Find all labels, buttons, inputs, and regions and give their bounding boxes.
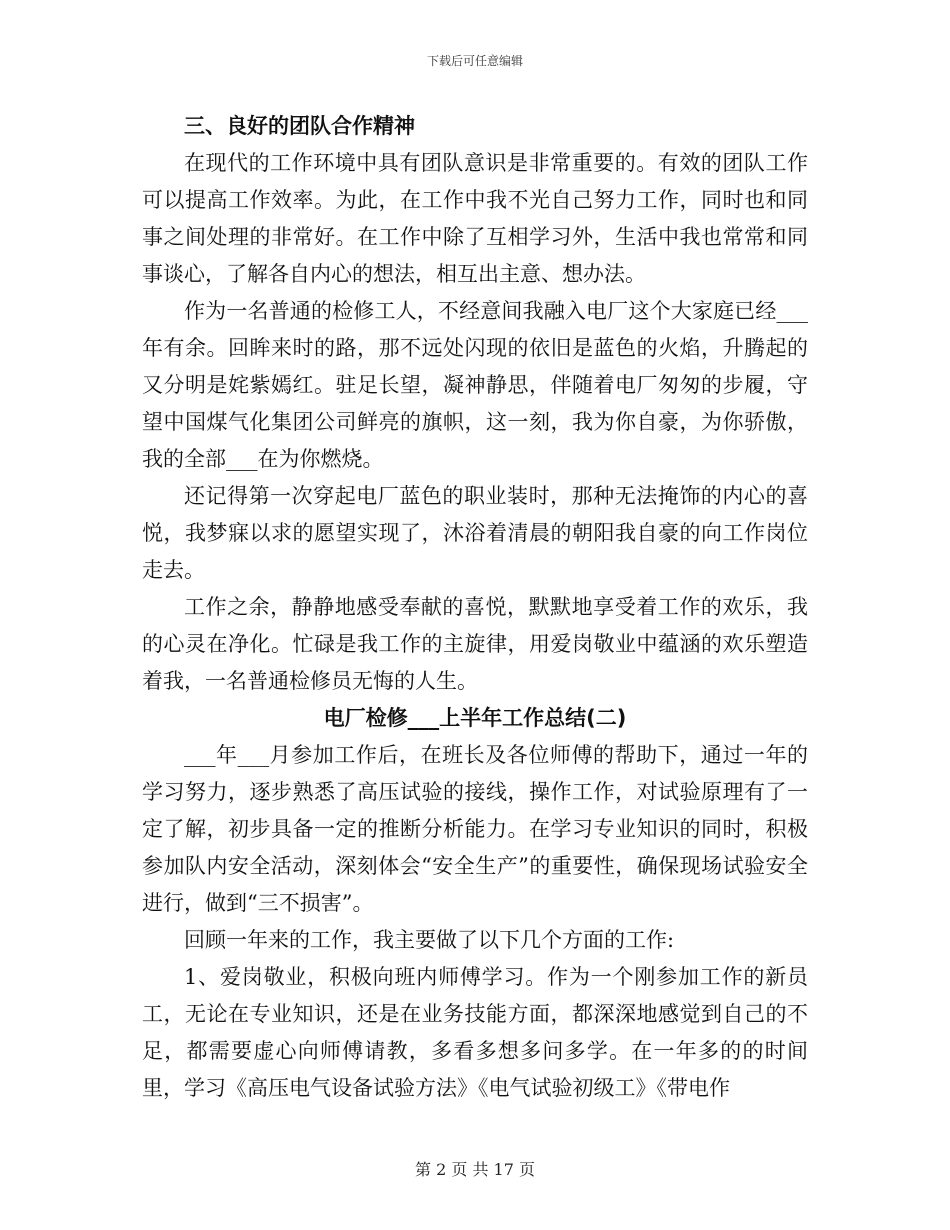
page-indicator: 第 2 页 共 17 页: [415, 1160, 535, 1179]
paragraph: 作为一名普通的检修工人，不经意间我融入电厂这个大家庭已经___年有余。回眸来时的路，那不远处闪现的依旧是蓝色的火焰，升腾起的又分明是姹紫嫣红。驻足长望，凝神静思，伴随着电厂匆匆的步履，守望中国煤气化集团公司鲜亮的旗帜，这一刻，我为你自豪，为你骄傲，我的全部___在为你燃烧。: [142, 299, 808, 471]
paragraph: 1、爱岗敬业，积极向班内师傅学习。作为一个刚参加工作的新员工，无论在专业知识，还是在业务技能方面，都深深地感觉到自己的不足，都需要虚心向师傅请教，多看多想多问多学。在一年多的的时间里，学习《高压电气设备试验方法》《电气试验初级工》《带电作: [142, 965, 808, 1100]
section-heading: 三、良好的团队合作精神: [184, 114, 415, 138]
paragraph: 还记得第一次穿起电厂蓝色的职业装时，那种无法掩饰的内心的喜悦，我梦寐以求的愿望实现了，沐浴着清晨的朝阳我自豪的向工作岗位走去。: [142, 484, 808, 582]
paragraph: 回顾一年来的工作，我主要做了以下几个方面的工作:: [184, 928, 675, 952]
article-title: 电厂检修___上半年工作总结(二): [323, 706, 627, 730]
paragraph: 在现代的工作环境中具有团队意识是非常重要的。有效的团队工作可以提高工作效率。为此，在工作中我不光自己努力工作，同时也和同事之间处理的非常好。在工作中除了互相学习外，生活中我也常常和同事谈心，了解各自内心的想法，相互出主意、想办法。: [142, 151, 808, 286]
paragraph: ___年___月参加工作后，在班长及各位师傅的帮助下，通过一年的学习努力，逐步熟悉了高压试验的接线，操作工作，对试验原理有了一定了解，初步具备一定的推断分析能力。在学习专业知识的同时，积极参加队内安全活动，深刻体会“安全生产”的重要性，确保现场试验安全进行，做到“三不损害”。: [142, 743, 808, 915]
paragraph: 工作之余，静静地感受奉献的喜悦，默默地享受着工作的欢乐，我的心灵在净化。忙碌是我工作的主旋律，用爱岗敬业中蕴涵的欢乐塑造着我，一名普通检修员无悔的人生。: [142, 595, 808, 693]
document-body: [142, 108, 808, 1107]
header-note: 下载后可任意编辑: [426, 54, 523, 68]
